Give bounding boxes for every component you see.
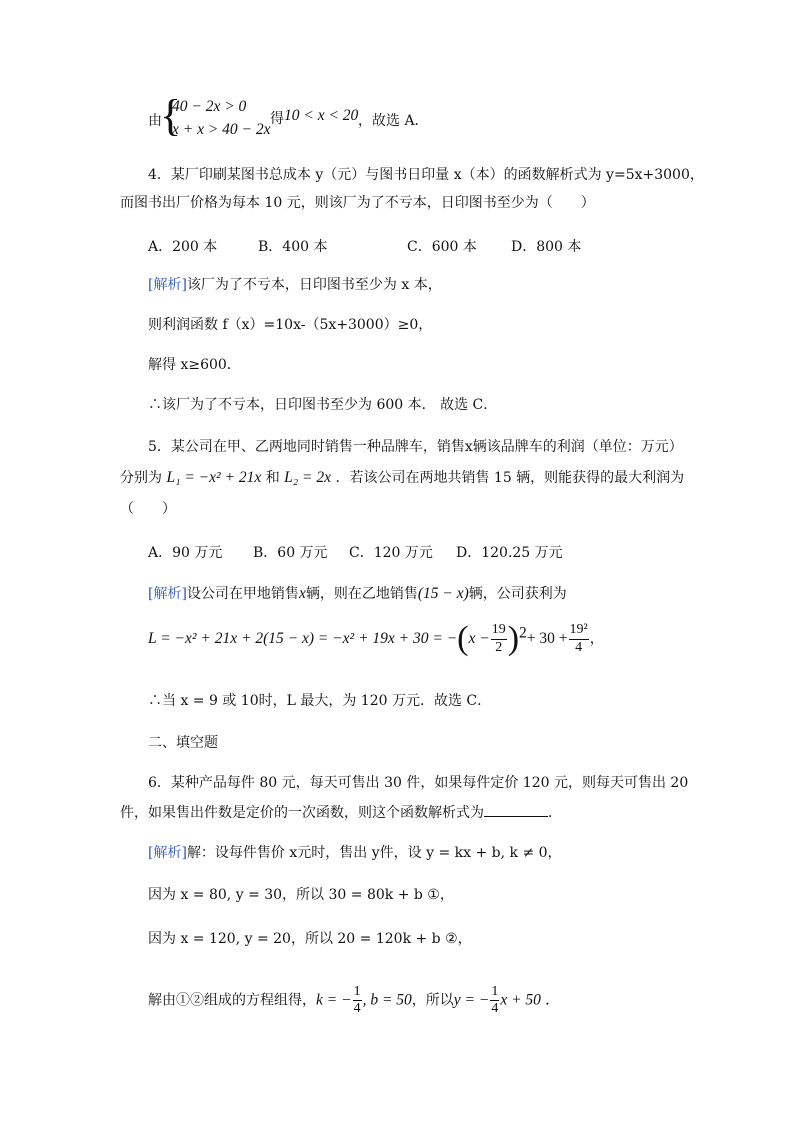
q5-L2-expr: L₂ = 2x	[284, 469, 332, 486]
q5-stem-text-a: 分别为	[120, 470, 162, 486]
q6-k-expr: k = −	[316, 991, 352, 1009]
q4-solution-line-1	[148, 278, 442, 292]
q5-x-var: x −	[468, 630, 490, 647]
q5-solution-expr: (15 − x)	[417, 585, 469, 602]
de-char: 得	[270, 111, 284, 127]
analysis-tag: [解析]	[148, 845, 187, 861]
fraction-denominator: 2	[495, 639, 503, 655]
left-brace: {	[160, 91, 182, 140]
q6-end-expr: x + 50 ．	[500, 991, 561, 1009]
q5-solution-line-2	[148, 622, 604, 656]
range-expr: 10 < x < 20	[284, 107, 359, 124]
fraction-19-2	[491, 622, 507, 655]
q6-solution-line-3: 因为 x = 120, y = 20，所以 20 = 120k + b ②，	[148, 931, 472, 947]
q6-y-expr: y = −	[453, 991, 490, 1009]
q5-solution-text-c: 辆，公司获利为	[468, 586, 567, 602]
left-paren: (	[457, 620, 469, 657]
answer-blank	[484, 804, 548, 817]
q5-option-d: D．120.25 万元	[456, 545, 563, 561]
q5-stem-text-b: ．若该公司在两地共销售 15 辆，则能获得的最大利润为	[335, 470, 685, 486]
q5-solution-x: x	[298, 585, 306, 602]
q4-solution-line-2: 则利润函数 f（x）=10x-（5x+3000）≥0，	[148, 317, 433, 333]
q5-profit-expr: L = −x² + 21x + 2(15 − x) = −x² + 19x + 30 = −	[148, 630, 458, 647]
q5-stem-line-2	[120, 470, 684, 486]
q4-solution-line-3: 解得 x≥600．	[148, 357, 241, 373]
fraction-1-4-second	[490, 984, 499, 1017]
choose-a-text: ，故选 A．	[358, 113, 429, 129]
q6-solution-line-4	[148, 984, 560, 1017]
q5-option-b: B．60 万元	[253, 545, 328, 561]
q6-solution-text-a: 解由①②组成的方程组得，	[148, 992, 316, 1009]
system-row-1: 40 − 2x > 0	[172, 98, 247, 115]
q5-stem-he: 和	[265, 470, 280, 486]
q4-option-a: A．200 本	[148, 239, 218, 255]
system-row-2: x + x > 40 − 2x	[172, 121, 271, 138]
q4-option-c: C．600 本	[407, 239, 477, 255]
square-exponent: 2	[519, 624, 527, 642]
q5-expr-end: ，	[589, 631, 604, 647]
section-title-fill-in: 二、填空题	[148, 735, 218, 751]
q4-solution-line-4: ∴该厂为了不亏本，日印图书至少为 600 本． 故选 C．	[148, 397, 498, 413]
q5-option-c: C．120 万元	[349, 545, 433, 561]
q6-b-expr: , b = 50	[362, 991, 412, 1009]
q6-stem-line-1: 6．某种产品每件 80 元，每天可售出 30 件，如果每件定价 120 元，则每天可售出 20	[148, 775, 689, 791]
q5-option-a: A．90 万元	[148, 545, 223, 561]
fraction-19sq-4	[569, 622, 589, 655]
q5-solution-line-3: ∴当 x = 9 或 10时，L 最大，为 120 万元．故选 C．	[148, 693, 492, 709]
q6-solution-text-1: 解：设每件售价 x元时，售出 y件，设 y = kx + b, k ≠ 0，	[186, 845, 562, 861]
q6-solution-text-c: ，所以	[411, 992, 454, 1009]
analysis-tag: [解析]	[148, 586, 187, 602]
q5-solution-line-1	[148, 586, 567, 602]
q4-stem-line-1: 4．某厂印刷某图书总成本 y（元）与图书日印量 x（本）的函数解析式为 y=5x+3000，	[148, 167, 704, 183]
fraction-1-4	[353, 984, 362, 1017]
q6-solution-line-2: 因为 x = 80, y = 30，所以 30 = 80k + b ①，	[148, 887, 454, 903]
q4-option-d: D．800 本	[511, 239, 582, 255]
fraction-denominator: 4	[491, 1001, 499, 1017]
q5-L1-expr: L₁ = −x² + 21x	[166, 469, 262, 486]
q5-stem-line-3: （ ）	[120, 501, 176, 517]
q5-solution-text-b: 辆，则在乙地销售	[305, 586, 418, 602]
q6-stem-end: ．	[548, 805, 562, 821]
q6-solution-line-1	[148, 846, 562, 860]
q5-mid-expr: + 30 +	[526, 630, 568, 647]
fraction-numerator: 19	[491, 622, 507, 639]
fraction-numerator: 1	[353, 984, 362, 1001]
q6-stem-line-2	[120, 804, 562, 820]
right-paren: )	[507, 620, 520, 657]
fraction-numerator: 1	[490, 984, 499, 1001]
analysis-tag: [解析]	[148, 277, 187, 293]
fraction-denominator: 4	[353, 1001, 361, 1017]
you-char: 由	[148, 113, 162, 129]
q6-stem-text: 件，如果售出件数是定价的一次函数，则这个函数解析式为	[120, 805, 484, 821]
fraction-numerator: 19²	[569, 622, 589, 639]
fraction-denominator: 4	[575, 639, 583, 655]
q4-solution-text-1: 该厂为了不亏本，日印图书至少为 x 本，	[186, 277, 442, 293]
q4-stem-line-2: 而图书出厂价格为每本 10 元，则该厂为了不亏本，日印图书至少为（ ）	[120, 195, 595, 211]
q5-solution-text-a: 设公司在甲地销售	[186, 586, 299, 602]
q5-stem-line-1: 5．某公司在甲、乙两地同时销售一种品牌车，销售x辆该品牌车的利润（单位：万元）	[148, 439, 683, 455]
q4-option-b: B．400 本	[258, 239, 328, 255]
